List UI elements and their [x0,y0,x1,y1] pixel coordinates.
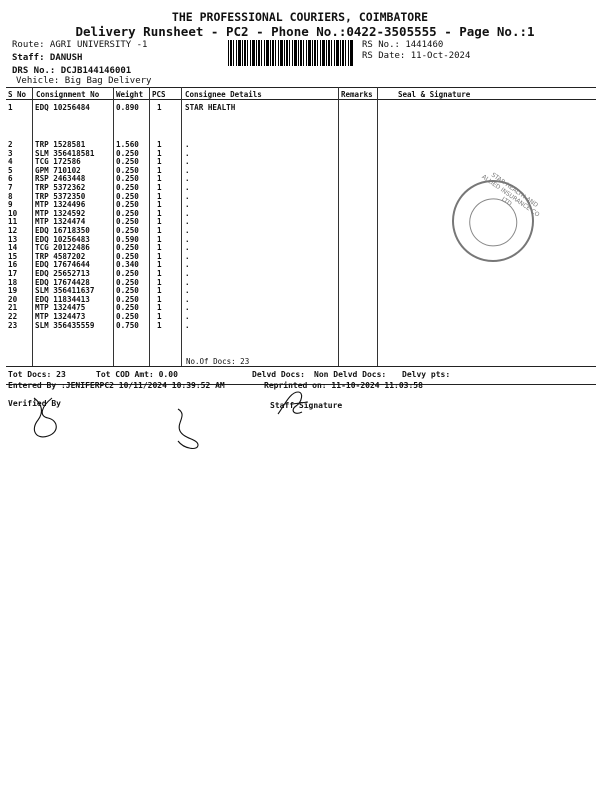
row-weight: 0.340 [116,260,139,270]
table-row [0,286,600,295]
table-row [0,103,600,112]
rs-number: RS No.: 1441460 [362,40,444,50]
row-pcs: 1 [157,191,162,201]
row-consignee: . [185,174,190,184]
table-row [0,157,600,166]
row-consignee: . [185,243,190,253]
non-delvd-docs: Non Delvd Docs: [314,370,387,379]
row-weight: 0.250 [116,148,139,158]
row-pcs: 1 [157,243,162,253]
staff-signature [274,386,318,422]
row-consignee: . [185,251,190,261]
route-label: Route: AGRI UNIVERSITY -1 [12,40,148,50]
row-weight: 0.250 [116,191,139,201]
stamp-text: STAR HEALTH AND ALLIED INSURANCE CO LTD [480,171,541,219]
table-row [0,303,600,312]
rs-date: RS Date: 11-Oct-2024 [362,51,471,61]
row-pcs: 1 [157,208,162,218]
verified-by: Verified By [8,399,61,408]
row-weight: 0.250 [116,183,139,192]
row-consignee: . [185,165,190,175]
row-sno: 13 [8,234,18,244]
row-pcs: 1 [157,251,162,261]
row-pcs: 1 [157,320,162,330]
row-consignment-no: TRP 5372362 [35,183,86,192]
tot-docs: Tot Docs: 23 [8,370,66,379]
table-row [0,149,600,158]
col-header-weight: Weight [116,90,144,99]
row-pcs: 1 [157,148,162,158]
company-title: THE PROFESSIONAL COURIERS, COIMBATORE [171,10,429,24]
row-weight: 1.560 [116,140,139,149]
table-row [0,260,600,269]
row-consignment-no: RSP 2463448 [35,174,86,184]
row-consignment-no: EDQ 25652713 [35,269,90,278]
row-sno: 8 [8,191,13,201]
row-consignee: . [185,208,190,218]
row-consignment-no: MTP 1324473 [35,312,86,321]
row-pcs: 1 [157,217,162,227]
row-pcs: 1 [157,226,162,235]
staff-signature-label: Staff Signature [270,401,343,410]
table-top-border [6,87,596,88]
row-consignment-no: MTP 1324496 [35,200,86,210]
row-pcs: 1 [157,312,162,321]
row-pcs: 1 [157,140,162,149]
row-consignment-no: TRP 4587202 [35,251,86,261]
row-pcs: 1 [157,183,162,192]
tot-cod: Tot COD Amt: 0.00 [96,370,178,379]
row-pcs: 1 [157,277,162,287]
row-pcs: 1 [157,286,162,296]
col-header-remarks: Remarks [341,90,373,99]
delvy-pts: Delvy pts: [402,370,451,379]
table-row [0,269,600,278]
row-consignment-no: MTP 1324474 [35,217,86,227]
row-sno: 1 [8,103,13,112]
verifier-signature [24,390,74,442]
runsheet-title: Delivery Runsheet - PC2 - Phone No.:0422-3505555 - Page No.:1 [75,24,535,39]
delvd-docs: Delvd Docs: [252,370,305,379]
row-sno: 22 [8,312,18,321]
col-header-consignee: Consignee Details [185,90,262,99]
row-consignee: . [185,303,190,313]
row-weight: 0.750 [116,320,139,330]
row-weight: 0.250 [116,286,139,296]
row-weight: 0.250 [116,157,139,167]
row-consignment-no: TRP 5372350 [35,191,86,201]
row-consignment-no: MTP 1324475 [35,303,86,313]
row-consignment-no: EDQ 16718350 [35,226,90,235]
row-sno: 9 [8,200,13,210]
table-row [0,278,600,287]
row-weight: 0.590 [116,234,139,244]
row-consignment-no: EDQ 10256484 [35,103,90,112]
row-consignment-no: EDQ 17674428 [35,277,90,287]
row-consignment-no: TCG 20122486 [35,243,90,253]
row-pcs: 1 [157,157,162,167]
row-pcs: 1 [157,234,162,244]
row-consignment-no: SLM 356435559 [35,320,95,330]
row-weight: 0.250 [116,277,139,287]
staff-signature-scribble [168,405,208,451]
row-sno: 11 [8,217,18,227]
row-pcs: 1 [157,103,162,112]
row-consignment-no: MTP 1324592 [35,208,86,218]
staff-label: Staff: DANUSH [12,53,83,63]
row-sno: 20 [8,294,18,304]
vehicle-label: Vehicle: Big Bag Delivery [16,76,152,86]
row-weight: 0.250 [116,251,139,261]
table-row [0,295,600,304]
row-pcs: 1 [157,165,162,175]
row-sno: 10 [8,208,18,218]
row-sno: 2 [8,140,13,149]
row-consignee: . [185,277,190,287]
row-consignee: . [185,157,190,167]
table-row [0,174,600,183]
row-consignee: . [185,286,190,296]
row-consignment-no: TRP 1528581 [35,140,86,149]
row-sno: 16 [8,260,18,270]
row-weight: 0.250 [116,243,139,253]
row-weight: 0.250 [116,303,139,313]
row-pcs: 1 [157,269,162,278]
row-consignment-no: GPM 710102 [35,165,81,175]
row-consignee: . [185,312,190,321]
row-sno: 15 [8,251,18,261]
row-sno: 21 [8,303,18,313]
col-header-seal: Seal & Signature [398,90,471,99]
row-consignee: . [185,269,190,278]
row-sno: 6 [8,174,13,184]
row-consignment-no: TCG 172586 [35,157,81,167]
row-consignment-no: EDQ 11834413 [35,294,90,304]
drs-number: DRS No.: DCJB144146001 [12,66,132,76]
row-weight: 0.250 [116,165,139,175]
row-sno: 12 [8,226,18,235]
row-consignee: . [185,200,190,210]
row-sno: 17 [8,269,18,278]
row-pcs: 1 [157,303,162,313]
row-consignee: . [185,294,190,304]
reprinted-on: Reprinted on: 11-10-2024 11:03:58 [264,381,423,390]
row-consignee: STAR HEALTH [185,103,236,112]
row-pcs: 1 [157,174,162,184]
row-pcs: 1 [157,294,162,304]
table-row [0,166,600,175]
col-header-sno: S No [8,90,27,99]
row-consignment-no: SLM 356411637 [35,286,95,296]
row-weight: 0.250 [116,217,139,227]
row-consignment-no: SLM 356418581 [35,148,95,158]
row-consignee: . [185,140,190,149]
row-consignee: . [185,183,190,192]
row-sno: 7 [8,183,13,192]
row-weight: 0.250 [116,269,139,278]
col-header-consignment: Consignment No [36,90,100,99]
row-pcs: 1 [157,200,162,210]
row-sno: 14 [8,243,18,253]
col-header-pcs: PCS [152,90,166,99]
row-consignee: . [185,320,190,330]
table-header-border [6,99,596,100]
table-row [0,140,600,149]
row-consignment-no: EDQ 17674644 [35,260,90,270]
row-weight: 0.250 [116,200,139,210]
row-sno: 18 [8,277,18,287]
row-weight: 0.890 [116,103,139,112]
table-row [0,312,600,321]
table-row [0,321,600,330]
table-bottom-border [6,366,596,367]
row-sno: 23 [8,320,18,330]
row-consignee: . [185,191,190,201]
row-sno: 3 [8,148,13,158]
row-consignee: . [185,234,190,244]
row-consignment-no: EDQ 10256483 [35,234,90,244]
row-consignee: . [185,260,190,270]
row-pcs: 1 [157,260,162,270]
row-consignee: . [185,226,190,235]
row-consignee: . [185,217,190,227]
row-weight: 0.250 [116,208,139,218]
row-sno: 5 [8,165,13,175]
row-sno: 4 [8,157,13,167]
row-sno: 19 [8,286,18,296]
row-weight: 0.250 [116,312,139,321]
row-weight: 0.250 [116,294,139,304]
row-weight: 0.250 [116,174,139,184]
row-consignee: . [185,148,190,158]
no-of-docs: No.Of Docs: 23 [186,357,250,366]
row-weight: 0.250 [116,226,139,235]
entered-by: Entered By :JENIFERPC2 10/11/2024 10:39:52 AM [8,381,225,390]
barcode-image [228,40,353,66]
